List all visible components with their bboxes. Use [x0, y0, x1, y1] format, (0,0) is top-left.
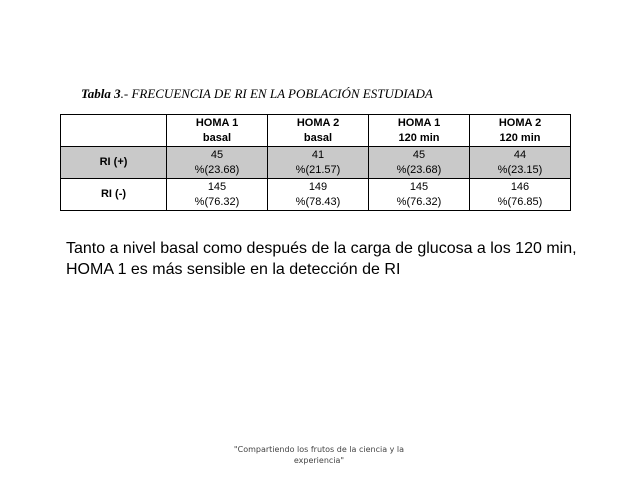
conclusion-text: Tanto a nivel basal como después de la carga de glucosa a los 120 min, HOMA 1 es más sensible en la detección de RI [66, 240, 577, 278]
table-cell: 45 %(23.68) [369, 147, 470, 179]
table-cell: 149 %(78.43) [268, 179, 369, 211]
header-cell: HOMA 1 120 min [369, 115, 470, 147]
caption-rest: .- FRECUENCIA DE RI EN LA POBLACIÓN ESTUDIADA [120, 86, 433, 101]
header-corner-cell [61, 115, 167, 147]
footer-quote: "Compartiendo los frutos de la ciencia y la experiencia" [233, 445, 405, 465]
header-cell: HOMA 2 120 min [470, 115, 571, 147]
table-row [61, 179, 571, 211]
table-cell: 145 %(76.32) [369, 179, 470, 211]
caption-lead: Tabla 3 [81, 86, 121, 101]
table-cell: 41 %(21.57) [268, 147, 369, 179]
table-cell: 44 %(23.15) [470, 147, 571, 179]
table-cell: 145 %(76.32) [167, 179, 268, 211]
row-label: RI (+) [61, 147, 167, 179]
table-cell: 146 %(76.85) [470, 179, 571, 211]
frequency-table [60, 114, 571, 211]
table-row [61, 147, 571, 179]
table-cell: 45 %(23.68) [167, 147, 268, 179]
table-header-row [61, 115, 571, 147]
header-cell: HOMA 2 basal [268, 115, 369, 147]
header-cell: HOMA 1 basal [167, 115, 268, 147]
row-label: RI (-) [61, 179, 167, 211]
table-caption [81, 86, 433, 102]
